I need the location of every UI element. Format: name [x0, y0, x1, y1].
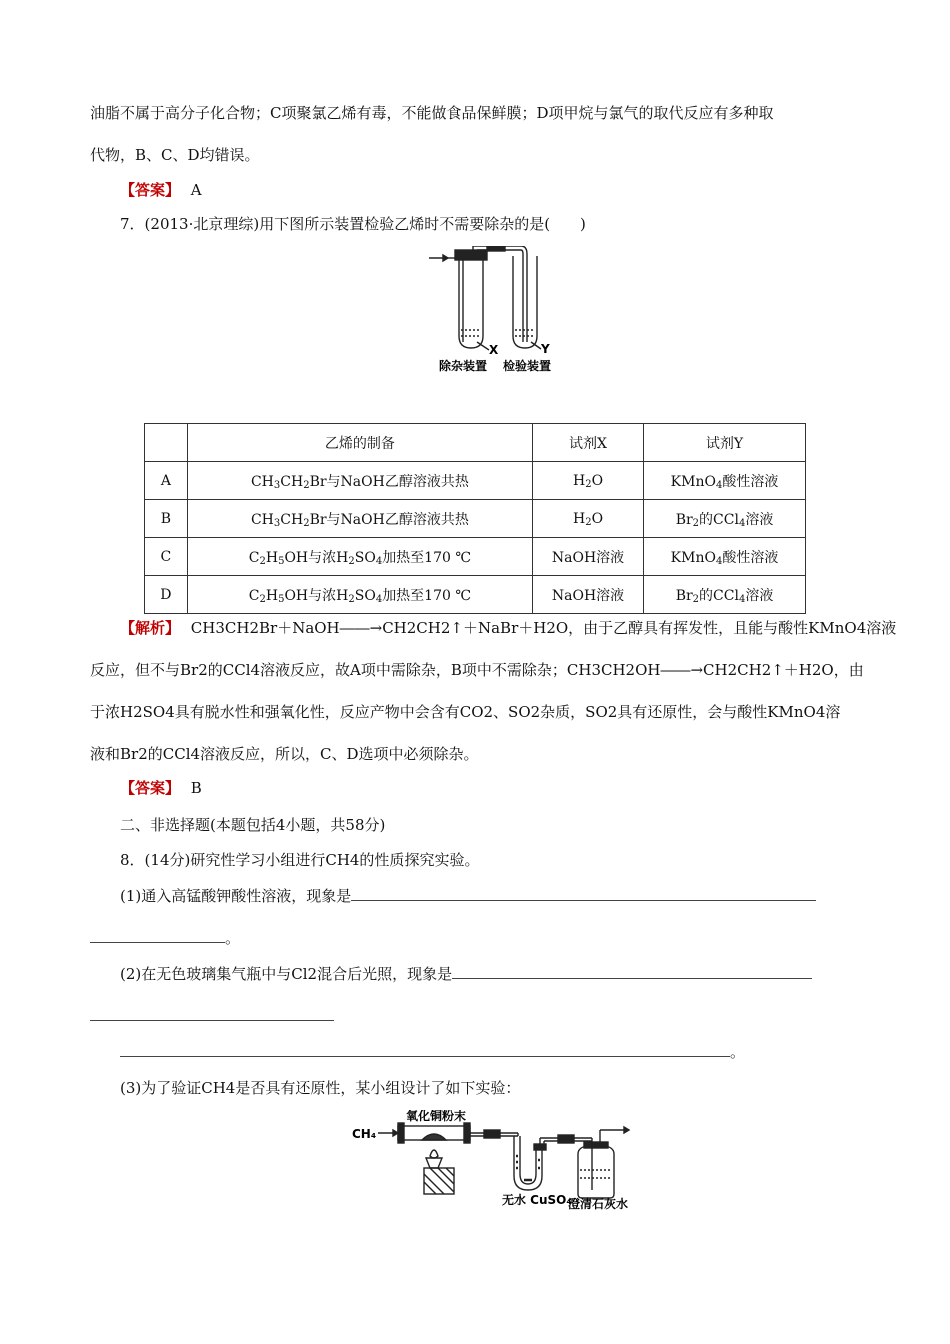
label-x: X [489, 343, 499, 357]
header-cell-x: 试剂X [533, 424, 644, 462]
q7-apparatus-figure [425, 246, 565, 378]
label-cuo: 氧化铜粉末 [406, 1110, 467, 1123]
q7-analysis-line4: 液和Br2的CCl4溶液反应，所以，C、D选项中必须除杂。 [90, 745, 479, 763]
analysis-text: CH3CH2Br＋NaOH――→CH2CH2↑＋NaBr＋H2O，由于乙醇具有挥发性，且能与酸性KMnO4溶液 [190, 619, 897, 637]
row-x: $H_2O$ [533, 500, 644, 538]
label-ch4: CH₄ [352, 1127, 377, 1141]
row-y: KMnO$_4$酸性溶液 [644, 462, 806, 500]
q8-part1-cont: 。 [90, 928, 240, 948]
row-x: NaOH溶液 [533, 576, 644, 614]
prev-text-line2: 代物，B、C、D均错误。 [90, 146, 260, 164]
q8-part2: (2)在无色玻璃集气瓶中与Cl2混合后光照，现象是 [120, 964, 812, 984]
q8-part1: (1)通入高锰酸钾酸性溶液，现象是 [120, 886, 816, 906]
table-row [145, 538, 806, 576]
q7-answer [120, 778, 202, 798]
row-option: B [145, 500, 188, 538]
table-header-row [145, 424, 806, 462]
answer-blank[interactable] [120, 1042, 730, 1057]
caption-left: 除杂装置 [439, 359, 488, 373]
row-y: $Br_2$的CCl$_4$溶液 [644, 500, 806, 538]
row-option: C [145, 538, 188, 576]
q7-analysis-line2: 反应，但不与Br2的CCl4溶液反应，故A项中需除杂，B项中不需除杂；CH3CH2OH――→CH2CH2↑＋H2O，由 [90, 661, 864, 679]
answer-blank[interactable] [90, 1006, 334, 1021]
caption-right: 检验装置 [503, 359, 552, 373]
table-row [145, 500, 806, 538]
row-prep: $CH_3CH_2Br$与NaOH乙醇溶液共热 [187, 500, 532, 538]
q7-stem: 7．(2013·北京理综)用下图所示装置检验乙烯时不需要除杂的是( ) [120, 215, 586, 233]
header-cell-blank [145, 424, 188, 462]
answer-blank[interactable] [351, 886, 816, 901]
table-row [145, 462, 806, 500]
q8-part2-cont1 [90, 1006, 334, 1026]
q7-analysis-line1 [120, 618, 896, 638]
row-option: D [145, 576, 188, 614]
row-option: A [145, 462, 188, 500]
section-heading: 二、非选择题(本题包括4小题，共58分) [120, 816, 386, 834]
answer-value: A [190, 181, 202, 199]
label-y: Y [541, 342, 550, 356]
row-y: $Br_2$的CCl$_4$溶液 [644, 576, 806, 614]
q8-apparatus-figure [348, 1110, 648, 1210]
row-prep: $C_2H_5OH$与浓$H_2SO_4$加热至170 ℃ [187, 576, 532, 614]
row-x: NaOH溶液 [533, 538, 644, 576]
answer-blank[interactable] [452, 964, 812, 979]
analysis-label: 【解析】 [120, 619, 181, 637]
q8-part2-cont2: 。 [120, 1042, 745, 1062]
label-cuso4: 无水 CuSO₄ [502, 1193, 572, 1207]
q8-stem: 8．(14分)研究性学习小组进行CH4的性质探究实验。 [120, 851, 480, 869]
row-y: KMnO$_4$酸性溶液 [644, 538, 806, 576]
prev-answer [120, 180, 202, 200]
q8-part3: (3)为了验证CH4是否具有还原性，某小组设计了如下实验： [120, 1079, 521, 1097]
q7-options-table [144, 423, 806, 614]
answer-value: B [190, 779, 202, 797]
row-prep: $CH_3CH_2Br$与NaOH乙醇溶液共热 [187, 462, 532, 500]
header-cell-y: 试剂Y [644, 424, 806, 462]
row-x: $H_2O$ [533, 462, 644, 500]
row-prep: $C_2H_5OH$与浓$H_2SO_4$加热至170 ℃ [187, 538, 532, 576]
header-cell-prep: 乙烯的制备 [187, 424, 532, 462]
answer-label: 【答案】 [120, 779, 181, 797]
q7-analysis-line3: 于浓H2SO4具有脱水性和强氧化性，反应产物中会含有CO2、SO2杂质，SO2具有还原性，会与酸性KMnO4溶 [90, 703, 841, 721]
label-limewater: 澄清石灰水 [568, 1197, 629, 1210]
answer-label: 【答案】 [120, 181, 181, 199]
prev-text-line1: 油脂不属于高分子化合物；C项聚氯乙烯有毒，不能做食品保鲜膜；D项甲烷与氯气的取代反应有多种取 [90, 104, 774, 122]
answer-blank[interactable] [90, 928, 225, 943]
table-row [145, 576, 806, 614]
